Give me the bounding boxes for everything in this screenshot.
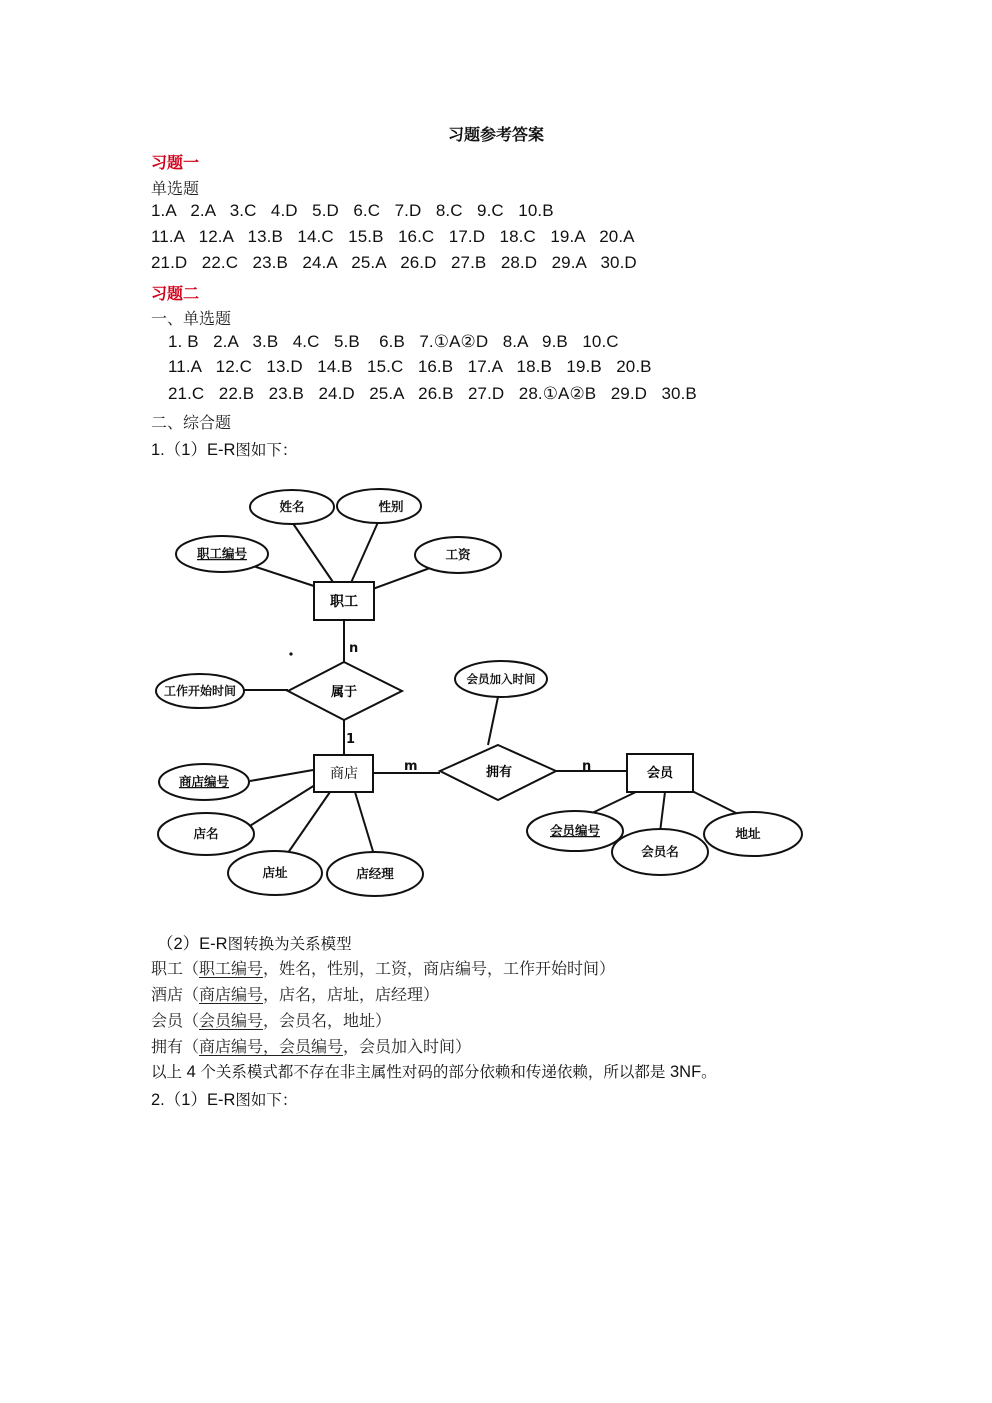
subheading-comprehensive: 二、综合题 [151, 413, 232, 432]
attribute-member-name: 会员名 [641, 844, 679, 859]
stray-dot [289, 652, 292, 655]
question-number: 2. [151, 1091, 165, 1109]
question-part: （1）E-R [164, 441, 236, 459]
cardinality-label: n [582, 759, 592, 774]
relation-name: 职工（ [151, 959, 200, 978]
relation-schema [151, 982, 439, 1005]
attribute-gender: 性别 [378, 499, 404, 514]
relation-name: 酒店（ [151, 985, 200, 1004]
relationship-own [440, 745, 556, 800]
attribute-store-address: 店址 [262, 865, 288, 880]
relation-attributes: ，姓名，性别，工资，商店编号，工作开始时间） [263, 959, 616, 978]
attribute-member-id: 会员编号 [549, 823, 601, 838]
relation-key: 会员编号 [199, 1011, 264, 1030]
relationship-label: 属于 [330, 685, 358, 700]
attribute-work-start: 工作开始时间 [163, 684, 237, 698]
relation-schema [151, 1008, 391, 1031]
subheading-single-choice: 一、单选题 [151, 309, 232, 328]
entity-member [627, 754, 693, 792]
answer-row: 11.A 12.A 13.B 14.C 15.B 16.C 17.D 18.C 19.A 20.A [151, 227, 635, 246]
relation-attributes: ，会员名，地址） [263, 1011, 392, 1030]
question-text: 图如下： [235, 441, 298, 459]
answer-row: 21.D 22.C 23.B 24.A 25.A 26.D 27.B 28.D 29.A 30.D [151, 253, 637, 272]
relation-attributes: ，店名，店址，店经理） [263, 985, 440, 1004]
entity-label: 会员 [646, 766, 674, 781]
section-heading-ex2: 习题二 [151, 284, 200, 303]
er-diagram [0, 470, 992, 910]
attribute-store-name: 店名 [193, 826, 219, 841]
question-number: 1. [151, 441, 165, 459]
cardinality-label: m [404, 759, 418, 774]
relation-key: 商店编号，会员编号 [199, 1037, 344, 1056]
entity-label: 商店 [330, 766, 358, 782]
answer-row: 1. B 2.A 3.B 4.C 5.B 6.B 7.①A②D 8.A 9.B 10.C [168, 332, 619, 351]
conclusion-end: 。 [701, 1063, 717, 1081]
attribute-name: 姓名 [279, 499, 305, 514]
attribute-join-time: 会员加入时间 [466, 672, 536, 686]
entity-label: 职工 [330, 594, 358, 610]
relation-schema [151, 1034, 471, 1057]
page-title: 习题参考答案 [447, 125, 544, 144]
cardinality-label: 1 [346, 732, 356, 747]
attribute-store-id: 商店编号 [178, 774, 230, 789]
attribute-salary: 工资 [445, 547, 471, 562]
question-part: （1）E-R [164, 1091, 236, 1109]
attribute-staff-id: 职工编号 [196, 546, 248, 561]
relationship-label: 拥有 [485, 765, 513, 780]
attribute-member-address: 地址 [735, 826, 761, 841]
relation-attributes: ，会员加入时间） [343, 1037, 472, 1056]
conclusion-prefix: 以上 [151, 1063, 183, 1081]
question-text: 图转换为关系模型 [227, 935, 352, 953]
relation-key: 商店编号 [199, 985, 264, 1004]
question-part: （2）E-R [157, 935, 228, 953]
question-1-part-2-line [157, 930, 352, 954]
normal-form-conclusion [151, 1060, 717, 1082]
answer-row: 1.A 2.A 3.C 4.D 5.D 6.C 7.D 8.C 9.C 10.B [151, 201, 554, 220]
question-1-line [151, 436, 297, 460]
answer-row: 21.C 22.B 23.B 24.D 25.A 26.B 27.D 28.①A②B 29.D 30.B [168, 384, 697, 403]
conclusion-body: 个关系模式都不存在非主属性对码的部分依赖和传递依赖，所以都是 [200, 1063, 666, 1081]
answer-row: 11.A 12.C 13.D 14.B 15.C 16.B 17.A 18.B 19.B 20.B [168, 357, 652, 376]
attribute-manager: 店经理 [356, 866, 394, 881]
question-text: 图如下： [235, 1091, 298, 1109]
relation-name: 会员（ [151, 1011, 200, 1030]
relationship-belong [288, 662, 402, 720]
relation-key: 职工编号 [199, 959, 264, 978]
relation-schema [151, 956, 615, 979]
conclusion-count: 4 [186, 1063, 196, 1081]
entity-staff [314, 582, 374, 620]
subheading-single-choice: 单选题 [151, 179, 200, 198]
question-2-line [151, 1086, 297, 1110]
cardinality-label: n [349, 641, 359, 656]
entity-store [314, 755, 373, 792]
conclusion-normal-form: 3NF [670, 1063, 702, 1081]
section-heading-ex1: 习题一 [151, 153, 200, 172]
relation-name: 拥有（ [151, 1037, 200, 1056]
